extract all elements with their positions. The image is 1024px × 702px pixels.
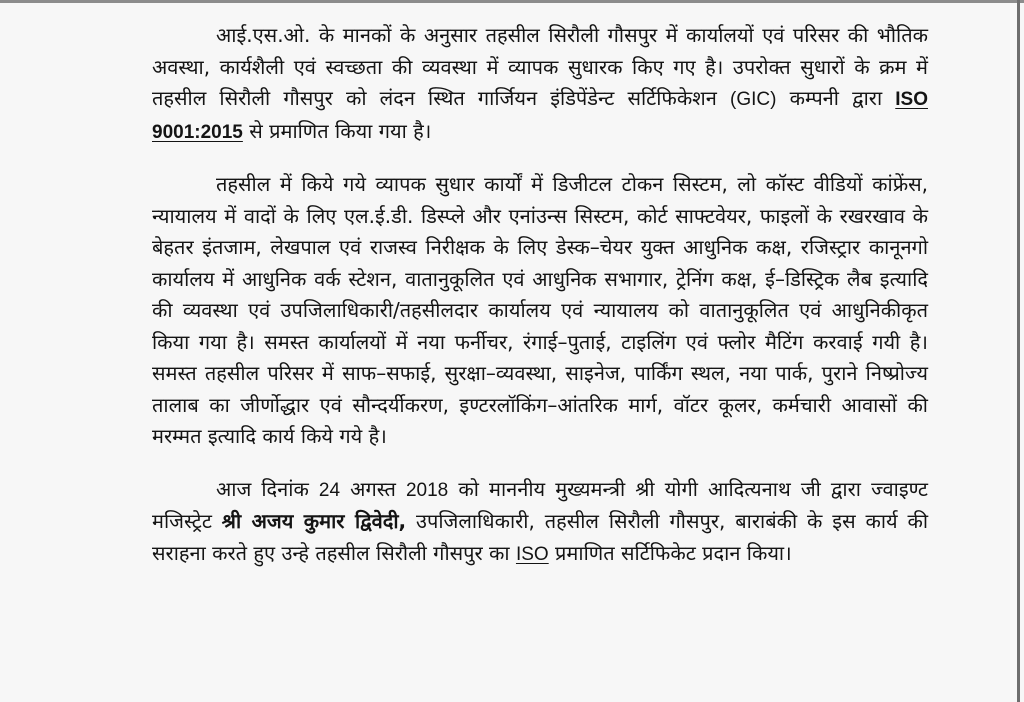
p3-iso: ISO [515,543,549,565]
p1-iso-standard: ISO 9001:2015 [152,89,928,143]
p3-text-3: को माननीय मुख्यमन्त्री श्री योगी आदित्यनाथ जी द्वारा ज्वाइण्ट मजिस्ट्रेट [152,476,928,533]
p1-text-3: से प्रमाणित किया गया है। [242,118,432,143]
paragraph-award [152,474,928,571]
p3-text-4: उपजिलाधिकारी, तहसील सिरौली गौसपुर, बाराबंकी के इस कार्य की सराहना करते हुए उन्हे तहसील सिरौली गौसपुर का [152,509,929,565]
paragraph-iso-certification [152,20,928,148]
right-border-line [1017,0,1020,702]
p3-officer-name: श्री अजय कुमार द्विवेदी, [221,509,407,533]
p1-gic: (GIC) [730,89,777,110]
paragraph-improvements [152,169,928,453]
top-border-line [0,0,1024,3]
p3-day: 24 [318,479,341,501]
p3-text-1: आज दिनांक [216,476,319,501]
p1-text-2: कम्पनी द्वारा [776,86,896,110]
p3-text-2: अगस्त [340,476,406,501]
document-body [152,20,928,570]
p2-text: तहसील में किये गये व्यापक सुधार कार्यों में डिजीटल टोकन सिस्टम, लो कॉस्ट वीडियों कांफ्रेंस, न्यायालय में वादों के लिए एल.ई.डी. डिस्प्ले और एनांउन्स सिस्टम, कोर्ट साफ्टवेयर, फाइलों के रखरखाव के बेहतर इंतजाम, लेखपाल एवं राजस्व निरीक्षक के लिए डेस्क–चेयर युक्त आधुनिक कक्ष, रजिस्ट्रार कानूनगो कार्यालय में आधुनिक वर्क स्टेशन, वातानुकूलित एवं आधुनिक सभागार, ट्रेनिंग कक्ष, ई–डिस्ट्रिक लैब इत्यादि की व्यवस्था एवं उपजिलाधिकारी/तहसीलदार कार्यालय एवं न्यायालय को वातानुकूलित एवं आधुनिकीकृत किया गया है। समस्त कार्यालयों में नया फर्नीचर, रंगाई–पुताई, टाइलिंग एवं फ्लोर मैटिंग करवाई गयी है। समस्त तहसील परिसर में साफ–सफाई, सुरक्षा–व्यवस्था, साइनेज, पार्किंग स्थल, नया पार्क, पुराने निष्प्रोज्य तालाब का जीर्णोद्धार एवं सौन्दर्यीकरण, इण्टरलॉकिंग–आंतरिक मार्ग, वॉटर कूलर, कर्मचारी आवासों की मरम्मत इत्यादि कार्य किये गये है। [152,172,928,448]
p3-year: 2018 [405,479,449,501]
p3-text-5: प्रमाणित सर्टिफिकेट प्रदान किया। [548,540,792,565]
p1-text-1: आई.एस.ओ. के मानकों के अनुसार तहसील सिरौली गौसपुर में कार्यालयों एवं परिसर की भौतिक अवस्था, कार्यशैली एवं स्वच्छता की व्यवस्था में व्यापक सुधारक किए गए है। उपरोक्त सुधारों के क्रम में तहसील सिरौली गौसपुर को लंदन स्थित गार्जियन इंडिपेंडेन्ट सर्टिफिकेशन [152,23,928,110]
